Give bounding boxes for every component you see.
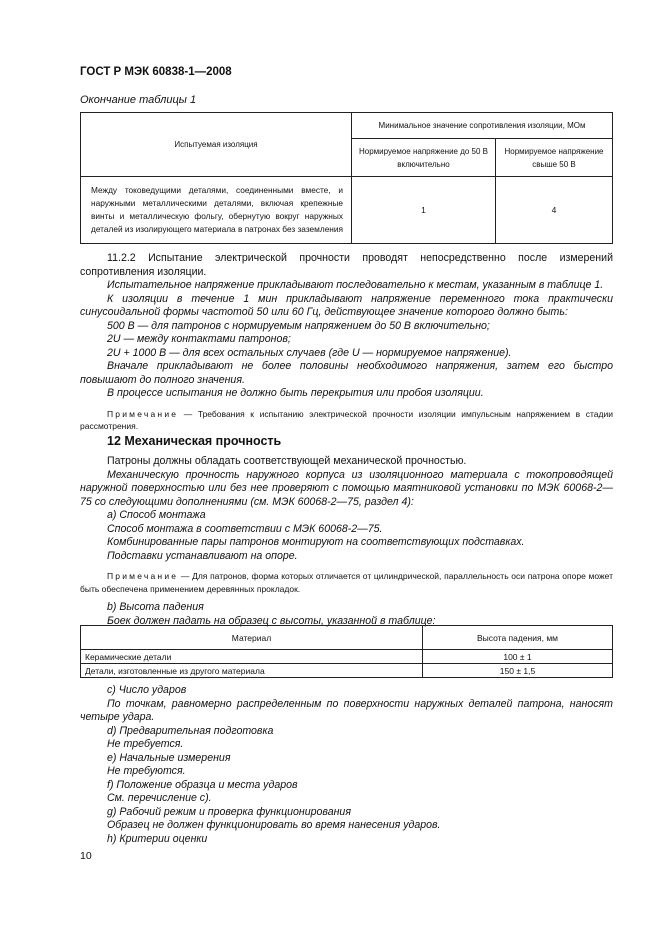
test-procedure-text (80, 684, 613, 846)
table-row (81, 650, 613, 664)
note-text: — Требования к испытанию электрической прочности изоляции импульсным напряжением в стадии рассмотрения. (80, 408, 613, 431)
table1-row-value1: 1 (352, 177, 496, 244)
table1-row-description: Между токоведущими деталями, соединенными вместе, и наружными металлическими деталями, включая крепежные винты и металлическую фольгу, обернутую вокруг наружных деталей из изолирующего материала в патронах без заземления (81, 177, 352, 244)
paragraph: с) Число ударов (107, 684, 187, 696)
paragraph: 2U — между контактами патронов; (107, 333, 291, 345)
paragraph: Не требуются. (107, 765, 186, 777)
paragraph: Испытательное напряжение прикладывают последовательно к местам, указанным в таблице 1. (107, 279, 604, 291)
section-heading: 12 Механическая прочность (107, 434, 282, 448)
paragraph: Способ монтажа в соответствии с МЭК 60068-2—75. (107, 522, 383, 535)
paragraph: Механическую прочность наружного корпуса из изоляционного материала с токопроводящей наружной поверхностью или без нее проверяют с помощью маятниковой установки по МЭК 60068-2—75 со следующими дополнениями (см. МЭК 60068-2—75, раздел 4): (80, 468, 613, 508)
table2-material: Керамические детали (81, 650, 423, 664)
insulation-resistance-table (80, 112, 613, 244)
paragraph: К изоляции в течение 1 мин прикладывают напряжение переменного тока практически синусоидальной формы частотой 50 или 60 Гц, действующее значение которого должно быть: (80, 292, 613, 318)
mechanical-strength-text (80, 455, 613, 628)
table1-caption: Окончание таблицы 1 (80, 94, 197, 106)
paragraph: d) Предварительная подготовка (107, 724, 274, 737)
paragraph: См. перечисление с). (107, 792, 212, 804)
paragraph: g) Рабочий режим и проверка функционирования (107, 805, 351, 818)
paragraph: 2U + 1000 В — для всех остальных случаев (где U — нормируемое напряжение). (107, 346, 512, 359)
paragraph: Образец не должен функционировать во время нанесения ударов. (107, 819, 441, 831)
table1-group-header: Минимальное значение сопротивления изоляции, МОм (352, 113, 613, 139)
page-number: 10 (80, 850, 92, 862)
paragraph: b) Высота падения (107, 601, 204, 613)
paragraph: Не требуется. (107, 738, 184, 750)
paragraph: е) Начальные измерения (107, 751, 231, 764)
note-label: Примечание (107, 571, 179, 581)
paragraph: По точкам, равномерно распределенным по поверхности наружных деталей патрона, наносят четыре удара. (80, 697, 613, 723)
table-row (81, 664, 613, 678)
table1-col1-header: Испытуемая изоляция (81, 113, 352, 177)
paragraph: 11.2.2 Испытание электрической прочности проводят непосредственно после измерений сопротивления изоляции. (80, 252, 613, 278)
paragraph: Вначале прикладывают не более половины необходимого напряжения, затем его быстро повышают до полного значения. (80, 360, 613, 386)
table2-height: 100 ± 1 (423, 650, 613, 664)
paragraph: 500 В — для патронов с нормируемым напряжением до 50 В включительно; (107, 319, 490, 332)
table2-material: Детали, изготовленные из другого материала (81, 664, 423, 678)
note-text: — Для патронов, форма которых отличается от цилиндрической, параллельность оси патрона опоре может быть обеспечена применением деревянных прокладок. (80, 571, 613, 594)
table2-header-height: Высота падения, мм (423, 626, 613, 650)
paragraph: h) Критерии оценки (107, 832, 208, 845)
table2-header-material: Материал (81, 626, 423, 650)
electric-strength-text (80, 252, 613, 433)
table1-sub1-header: Нормируемое напряжение до 50 В включительно (352, 139, 496, 177)
note-paragraph (80, 570, 613, 595)
paragraph: Подставки устанавливают на опоре. (107, 549, 298, 562)
note-paragraph (80, 408, 613, 433)
table-row (81, 177, 613, 244)
paragraph: Комбинированные пары патронов монтируют на соответствующих подставках. (107, 536, 525, 548)
table1-sub2-header: Нормируемое напряжение свыше 50 В (496, 139, 613, 177)
table1-row-value2: 4 (496, 177, 613, 244)
drop-height-table (80, 625, 613, 678)
document-header: ГОСТ Р МЭК 60838-1—2008 (80, 66, 232, 78)
paragraph: Патроны должны обладать соответствующей механической прочностью. (107, 455, 467, 467)
paragraph: f) Положение образца и места ударов (107, 778, 298, 791)
paragraph: а) Способ монтажа (107, 509, 206, 521)
paragraph: Боек должен падать на образец с высоты, указанной в таблице: (107, 614, 436, 627)
table2-height: 150 ± 1,5 (423, 664, 613, 678)
note-label: Примечание (107, 408, 179, 419)
paragraph: В процессе испытания не должно быть перекрытия или пробоя изоляции. (107, 387, 484, 399)
